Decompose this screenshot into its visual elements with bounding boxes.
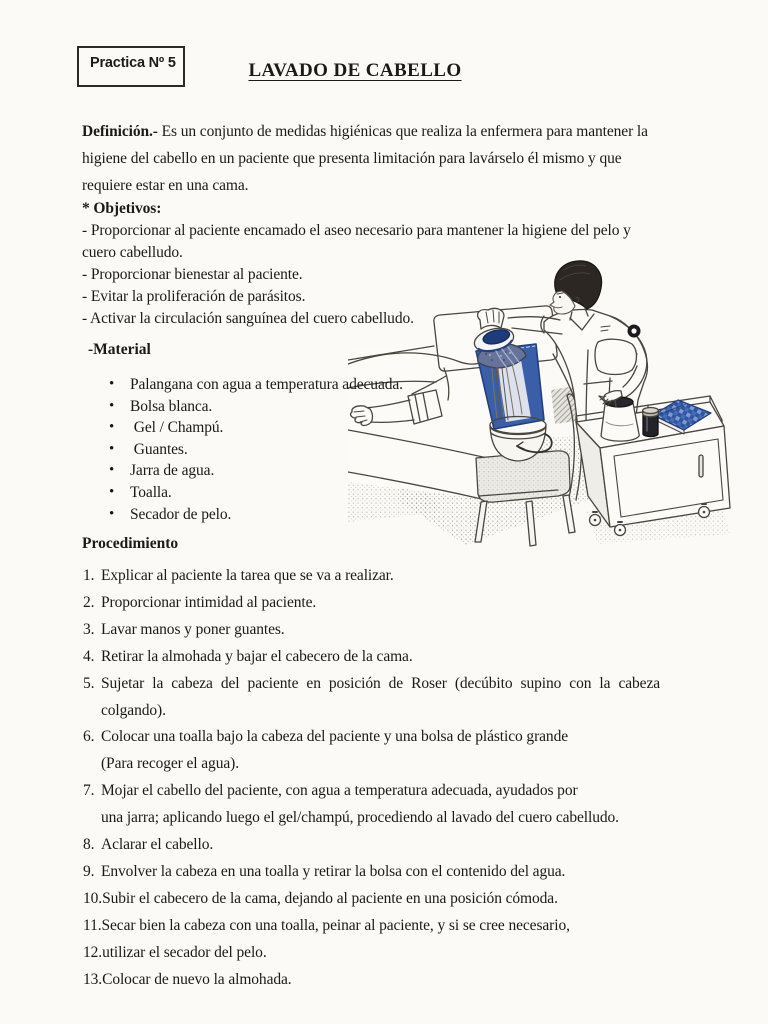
objective-line: - Proporcionar bienestar al paciente.	[82, 265, 303, 283]
procedure-line: 11. Secar bien la cabeza con una toalla, peinar al paciente, y si se cree necesario,	[83, 916, 570, 934]
material-heading: -Material	[88, 341, 151, 358]
procedure-list	[83, 563, 660, 994]
procedure-line: 7. Mojar el cabello del paciente, con agua a temperatura adecuada, ayudados por	[83, 782, 578, 800]
definition-paragraph	[82, 119, 648, 199]
objectives-heading: * Objetivos:	[82, 200, 162, 217]
procedure-line: 2. Proporcionar intimidad al paciente.	[83, 593, 317, 611]
procedure-line: 3. Lavar manos y poner guantes.	[83, 620, 285, 638]
door-handle	[699, 455, 703, 477]
material-item: • Palangana con agua a temperatura adecuada.	[108, 374, 403, 396]
material-item: • Guantes.	[108, 439, 403, 461]
objective-line: - Proporcionar al paciente encamado el aseo necesario para mantener la higiene del pelo y	[82, 221, 631, 239]
objectives-section	[82, 198, 631, 329]
procedure-line: 1. Explicar al paciente la tarea que se va a realizar.	[83, 567, 394, 584]
procedure-line: 10. Subir el cabecero de la cama, dejando al paciente en una posición cómoda.	[83, 889, 558, 907]
objective-line: - Activar la circulación sanguínea del cuero cabelludo.	[82, 309, 414, 327]
objective-line: - Evitar la proliferación de parásitos.	[82, 287, 306, 305]
practice-number-label: Practica Nº 5	[90, 55, 176, 71]
nurse-apron	[595, 339, 637, 374]
procedure-line: 4. Retirar la almohada y bajar el cabecero de la cama.	[83, 647, 413, 665]
procedure-line: 8. Aclarar el cabello.	[83, 836, 214, 854]
material-item: • Secador de pelo.	[108, 504, 403, 526]
definition-line: Definición.- Es un conjunto de medidas higiénicas que realiza la enfermera para mantener la	[82, 123, 648, 140]
definition-label: Definición.-	[82, 123, 158, 140]
material-item: • Gel / Champú.	[108, 417, 403, 439]
material-item: • Jarra de agua.	[108, 460, 403, 482]
page-title: LAVADO DE CABELLO	[248, 60, 462, 81]
material-list	[108, 374, 403, 525]
procedure-line: 6. Colocar una toalla bajo la cabeza del paciente y una bolsa de plástico grande	[83, 728, 568, 746]
procedure-line-cont: colgando).	[101, 701, 166, 719]
definition-line: higiene del cabello en un paciente que presenta limitación para lavárselo él mismo y que	[82, 149, 622, 167]
shampoo-jar	[643, 408, 659, 437]
procedure-heading: Procedimiento	[82, 535, 179, 552]
material-item: • Toalla.	[108, 482, 403, 504]
procedure-line: 5. Sujetar la cabeza del paciente en posición de Roser (decúbito supino con la cabeza	[83, 674, 660, 692]
procedure-line: 12. utilizar el secador del pelo.	[83, 943, 267, 961]
objective-line: cuero cabelludo.	[82, 243, 183, 261]
procedure-line-cont: (Para recoger el agua).	[101, 755, 239, 773]
procedure-line: 9. Envolver la cabeza en una toalla y retirar la bolsa con el contenido del agua.	[83, 862, 566, 880]
procedure-line: 13. Colocar de nuevo la almohada.	[83, 970, 292, 988]
water-pitcher	[599, 396, 639, 441]
definition-line: requiere estar en una cama.	[82, 176, 249, 194]
procedure-line-cont: una jarra; aplicando luego el gel/champú, procediendo al lavado del cuero cabelludo.	[101, 809, 619, 827]
material-item: • Bolsa blanca.	[108, 396, 403, 418]
